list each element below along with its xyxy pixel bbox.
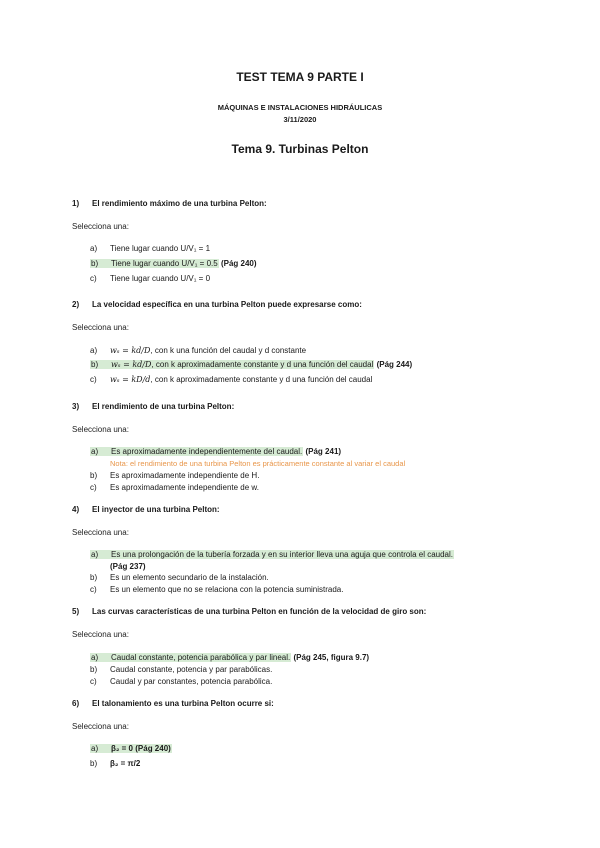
question-1	[72, 199, 267, 208]
question-number: 3)	[72, 402, 80, 411]
document-title: TEST TEMA 9 PARTE I	[236, 70, 364, 84]
question-text: El rendimiento máximo de una turbina Pelton:	[92, 199, 267, 208]
question-number: 6)	[72, 699, 80, 708]
question-text: El inyector de una turbina Pelton:	[92, 505, 220, 514]
question-number: 2)	[72, 300, 80, 309]
option-1a[interactable]: a) Tiene lugar cuando U/V₁ = 1	[90, 244, 211, 253]
formula: β₂ = 0	[111, 744, 134, 753]
question-text: El talonamiento es una turbina Pelton ocurre si:	[92, 699, 274, 708]
document-date: 3/11/2020	[283, 115, 317, 124]
page-reference: (Pág 240)	[135, 744, 171, 753]
question-2	[72, 300, 362, 309]
page-reference: (Pág 244)	[376, 360, 413, 369]
document-subtitle: MÁQUINAS E INSTALACIONES HIDRÁULICAS	[217, 103, 383, 112]
question-text: Las curvas características de una turbina Pelton en función de la velocidad de giro son:	[92, 607, 427, 616]
option-1c[interactable]: c) Tiene lugar cuando U/V₁ = 0	[90, 274, 211, 283]
option-5c[interactable]: c) Caudal y par constantes, potencia parabólica.	[90, 677, 273, 686]
select-label: Selecciona una:	[72, 425, 129, 434]
question-text: La velocidad específica en una turbina Pelton puede expresarse como:	[92, 300, 362, 309]
question-5	[72, 607, 426, 616]
option-4a[interactable]: a) Es una prolongación de la tubería forzada y en su interior lleva una aguja que controla el caudal.	[91, 550, 454, 559]
question-6	[72, 699, 274, 708]
select-label: Selecciona una:	[72, 630, 129, 639]
option-2c[interactable]: c) wₛ = kD/d, con k aproximadamente constante y d una función del caudal	[90, 375, 373, 384]
question-number: 4)	[72, 505, 80, 514]
formula: wₛ = kd/D	[110, 346, 151, 355]
option-3a[interactable]: a) Es aproximadamente independientemente del caudal. (Pág 241)	[91, 447, 342, 456]
option-5a[interactable]: a) Caudal constante, potencia parabólica y par lineal. (Pág 245, figura 9.7)	[91, 653, 370, 662]
question-4	[72, 505, 220, 514]
option-1b[interactable]: b) Tiene lugar cuando U/V₁ = 0.5 (Pág 240)	[91, 259, 257, 268]
question-text: El rendimiento de una turbina Pelton:	[92, 402, 235, 411]
option-3b[interactable]: b) Es aproximadamente independiente de H.	[90, 471, 260, 480]
question-number: 1)	[72, 199, 80, 208]
option-2b[interactable]: b) wₛ = kd/D, con k aproximadamente constante y d una función del caudal (Pág 244)	[91, 360, 413, 369]
select-label: Selecciona una:	[72, 323, 129, 332]
option-6a[interactable]: a) β₂ = 0 (Pág 240)	[91, 744, 171, 753]
page-reference: (Pág 240)	[220, 259, 257, 268]
option-5b[interactable]: b) Caudal constante, potencia y par parabólicas.	[90, 665, 273, 674]
formula: wₛ = kD/d	[110, 375, 151, 384]
select-label: Selecciona una:	[72, 222, 129, 231]
option-2a[interactable]: a) wₛ = kd/D, con k una función del caudal y d constante	[90, 346, 307, 355]
option-4c[interactable]: c) Es un elemento que no se relaciona con la potencia suministrada.	[90, 585, 344, 594]
option-3c[interactable]: c) Es aproximadamente independiente de w.	[90, 483, 259, 492]
question-number: 5)	[72, 607, 80, 616]
formula: β₂ = π/2	[110, 759, 141, 768]
formula: wₛ = kd/D	[111, 360, 152, 369]
select-label: Selecciona una:	[72, 722, 129, 731]
page-reference: (Pág 241)	[305, 447, 342, 456]
page-reference: (Pág 237)	[110, 562, 146, 571]
topic-heading: Tema 9. Turbinas Pelton	[231, 142, 369, 156]
page-reference: (Pág 245, figura 9.7)	[293, 653, 370, 662]
option-6b[interactable]: b) β₂ = π/2	[90, 759, 141, 768]
answer-note: Nota: el rendimiento de una turbina Pelton es prácticamente constante al variar el caudal	[110, 459, 406, 468]
select-label: Selecciona una:	[72, 528, 129, 537]
question-3	[72, 402, 234, 411]
option-4b[interactable]: b) Es un elemento secundario de la instalación.	[90, 573, 269, 582]
